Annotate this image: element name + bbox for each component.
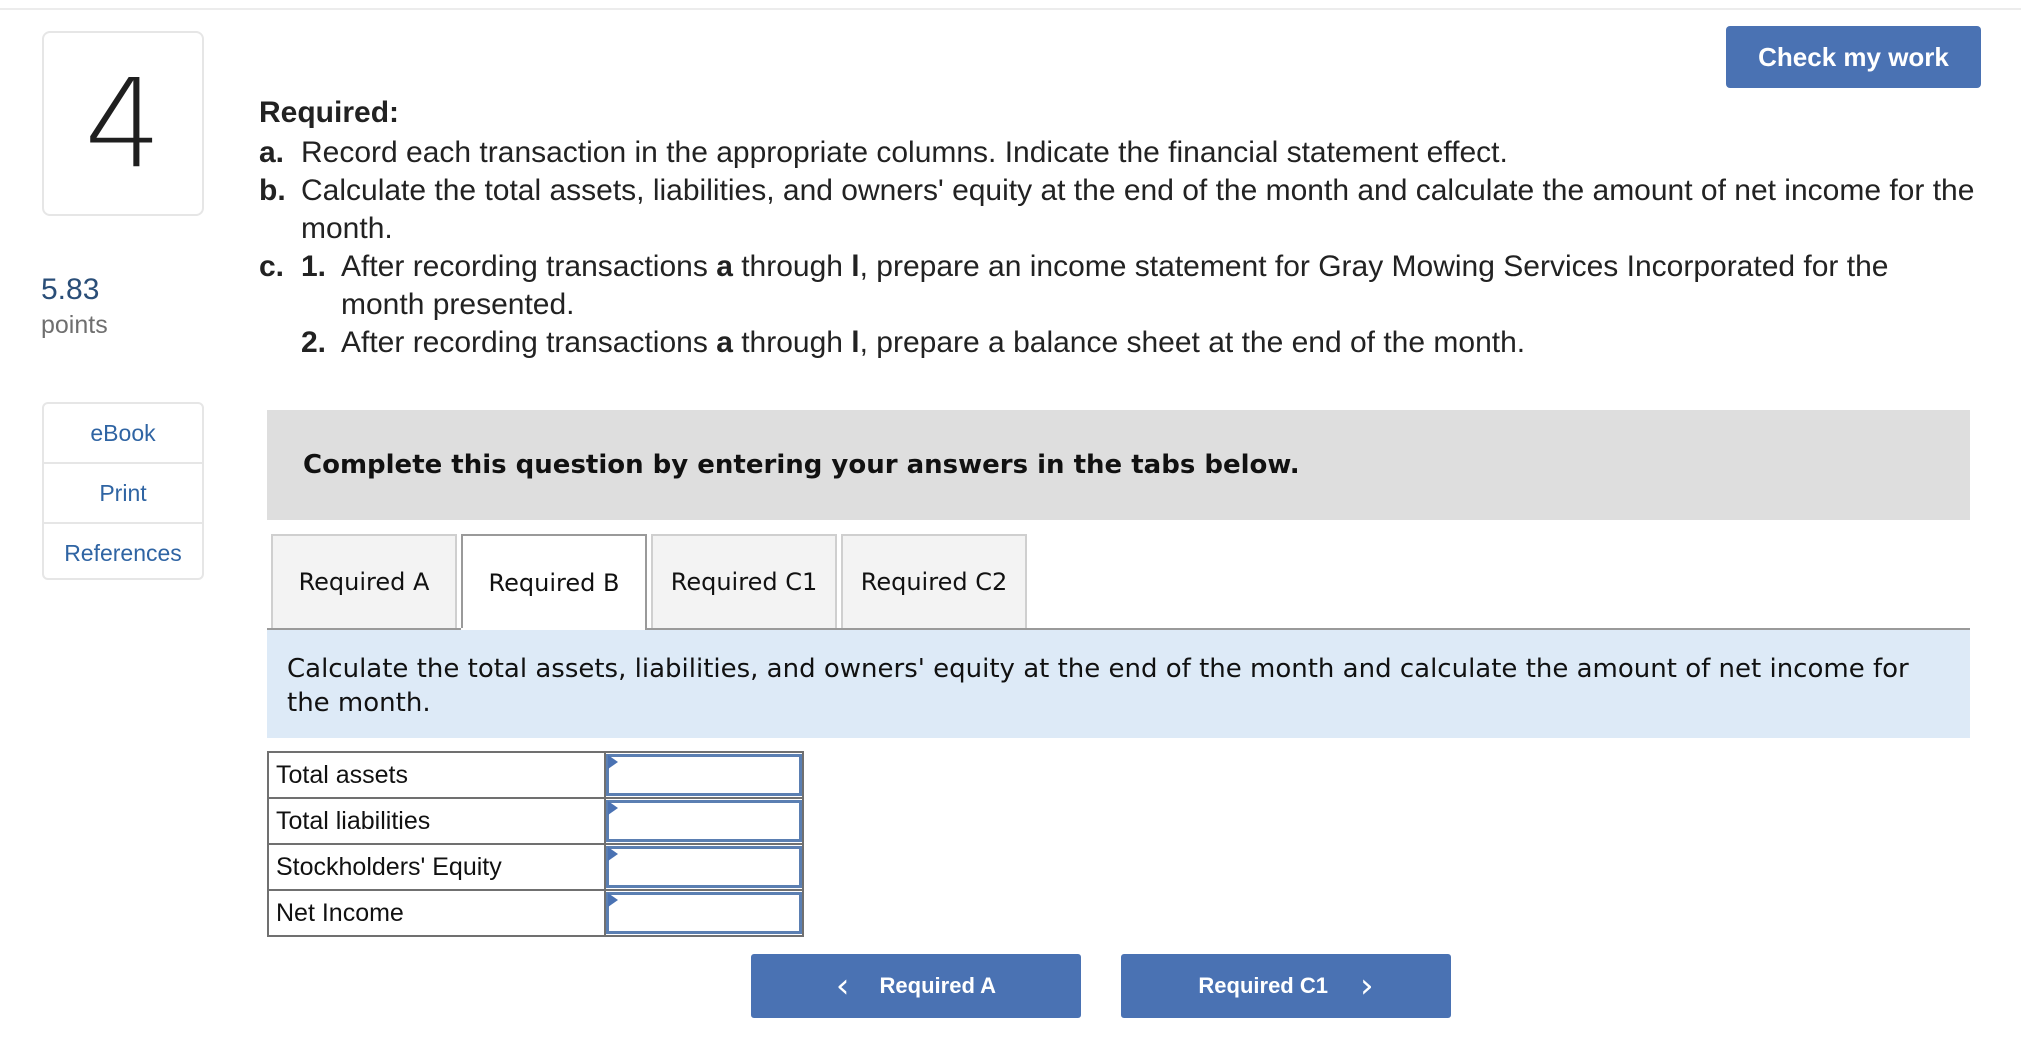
top-divider xyxy=(0,8,2021,10)
flag-icon xyxy=(608,847,618,861)
row-label: Total assets xyxy=(268,752,605,798)
prev-tab-label: Required A xyxy=(879,973,997,998)
required-a-marker: a. xyxy=(259,136,285,169)
question-number-box xyxy=(42,31,204,216)
input-cell xyxy=(605,798,803,844)
required-title: Required: xyxy=(259,96,400,129)
tab-required-c2[interactable]: Required C2 xyxy=(841,534,1027,628)
required-a-text: Record each transaction in the appropriate columns. Indicate the financial statement effect. xyxy=(301,136,1508,169)
net-income-input[interactable] xyxy=(606,892,802,934)
resource-links xyxy=(42,402,204,580)
required-a xyxy=(259,134,1979,172)
required-c1-text: After recording transactions a through l, prepare an income statement for Gray Mowing Services Incorporated for the month presented. xyxy=(341,250,1889,321)
row-label: Net Income xyxy=(268,890,605,936)
tab-required-b[interactable]: Required B xyxy=(461,534,647,630)
instruction-bar xyxy=(267,410,1970,520)
required-b-text: Calculate the total assets, liabilities, and owners' equity at the end of the month and calculate the amount of net income for the month. xyxy=(301,174,1975,245)
instruction-text: Complete this question by entering your answers in the tabs below. xyxy=(303,450,1300,480)
tab-description: Calculate the total assets, liabilities, and owners' equity at the end of the month and calculate the amount of net income for the month. xyxy=(267,630,1970,738)
input-cell xyxy=(605,890,803,936)
required-c1 xyxy=(301,248,1979,324)
tab-required-c1[interactable]: Required C1 xyxy=(651,534,837,628)
table-row xyxy=(268,890,803,936)
row-label: Total liabilities xyxy=(268,798,605,844)
required-c-marker: c. xyxy=(259,250,285,283)
stockholders-equity-input[interactable] xyxy=(606,846,802,888)
chevron-left-icon: ‹ xyxy=(835,966,850,1006)
flag-icon xyxy=(608,893,618,907)
answer-table xyxy=(267,751,804,937)
required-instructions xyxy=(259,96,1979,362)
table-row xyxy=(268,752,803,798)
ebook-link[interactable]: eBook xyxy=(44,404,202,464)
references-link[interactable]: References xyxy=(64,539,182,566)
required-c2 xyxy=(301,324,1979,362)
required-c2-marker: 2. xyxy=(301,326,327,359)
row-label: Stockholders' Equity xyxy=(268,844,605,890)
check-my-work-button[interactable]: Check my work xyxy=(1726,26,1981,88)
flag-icon xyxy=(608,755,618,769)
required-c2-text: After recording transactions a through l, prepare a balance sheet at the end of the month. xyxy=(341,326,1526,359)
table-row xyxy=(268,844,803,890)
required-c1-marker: 1. xyxy=(301,250,327,283)
flag-icon xyxy=(608,801,618,815)
required-b xyxy=(259,172,1979,248)
tab-required-a[interactable]: Required A xyxy=(271,534,457,628)
input-cell xyxy=(605,752,803,798)
total-assets-input[interactable] xyxy=(606,754,802,796)
required-c-items xyxy=(301,248,1979,362)
input-cell xyxy=(605,844,803,890)
chevron-right-icon: › xyxy=(1359,966,1374,1006)
prev-tab-button[interactable] xyxy=(751,954,1081,1018)
next-tab-button[interactable] xyxy=(1121,954,1451,1018)
next-tab-label: Required C1 xyxy=(1198,973,1328,998)
tab-bar xyxy=(271,534,1031,630)
required-b-marker: b. xyxy=(259,174,286,207)
total-liabilities-input[interactable] xyxy=(606,800,802,842)
print-link[interactable]: Print xyxy=(44,464,202,524)
required-c xyxy=(259,248,1979,362)
points-label: points xyxy=(41,311,108,339)
question-number: 4 xyxy=(84,52,162,195)
table-row xyxy=(268,798,803,844)
points-value: 5.83 xyxy=(41,273,100,306)
